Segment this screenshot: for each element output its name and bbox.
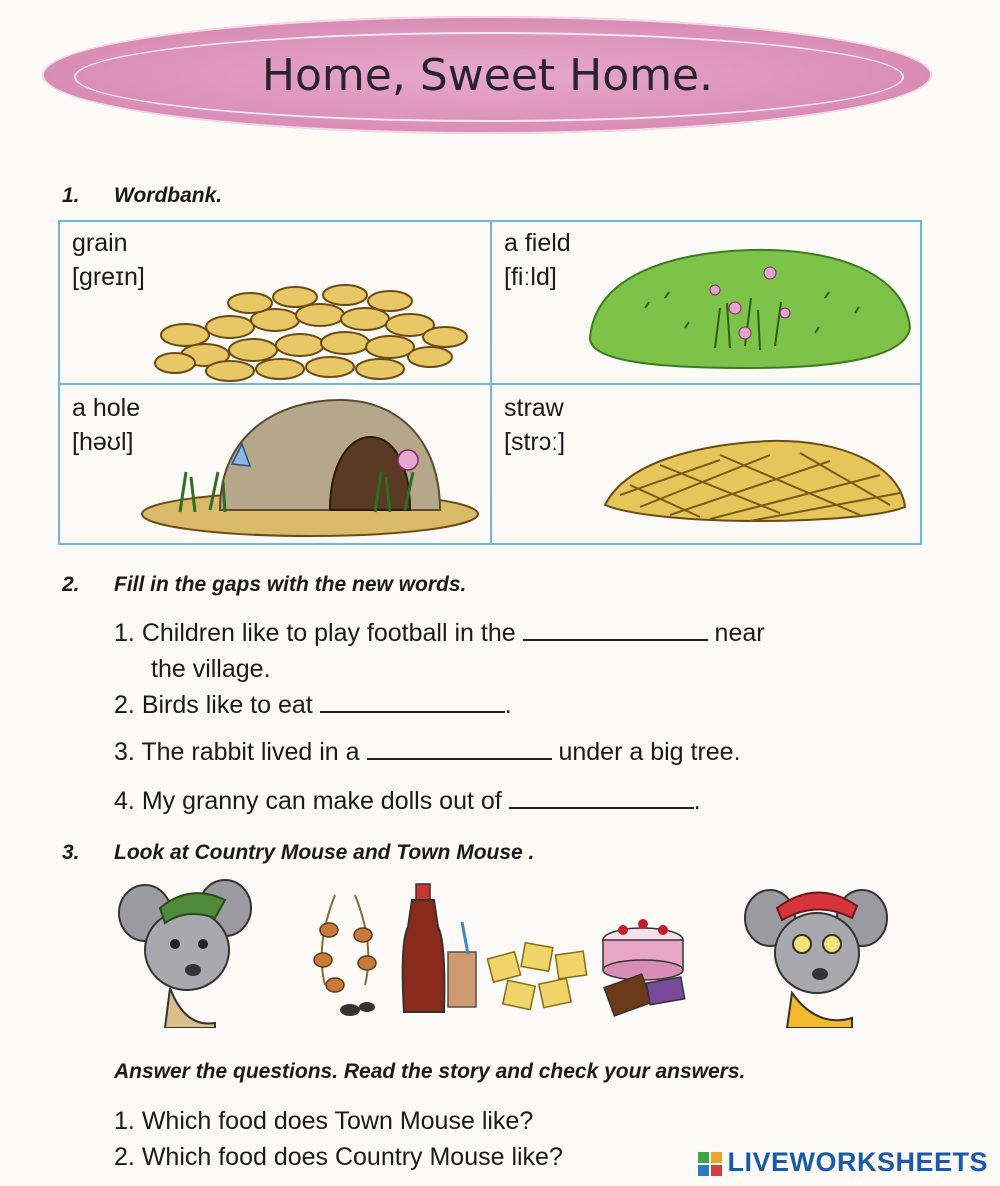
sentence-text: The rabbit lived in a	[141, 738, 360, 766]
section3-instruction: Answer the questions. Read the story and check your answers.	[114, 1060, 746, 1083]
town-mouse-illustration	[742, 878, 892, 1028]
word-field: a field	[504, 229, 571, 257]
question-1	[114, 1104, 533, 1138]
sentence-1-continuation: the village.	[151, 655, 271, 683]
section1-heading: Wordbank.	[114, 184, 223, 207]
phonetic-straw: [strɔː]	[504, 428, 566, 456]
question-number: 1.	[114, 1107, 135, 1135]
section3-number: 3.	[62, 841, 80, 864]
sentence-number: 2.	[114, 691, 135, 719]
question-text: Which food does Town Mouse like?	[141, 1107, 534, 1135]
straw-illustration	[600, 425, 912, 530]
question-text: Which food does Country Mouse like?	[141, 1143, 563, 1171]
page-title: Home, Sweet Home.	[261, 50, 714, 101]
grain-illustration	[145, 275, 475, 385]
country-mouse-illustration	[115, 878, 265, 1028]
sentence-text: Birds like to eat	[141, 691, 313, 719]
cola-bottle-illustration	[398, 882, 483, 1022]
liveworksheets-watermark	[697, 1147, 988, 1178]
watermark-text: LIVEWORKSHEETS	[727, 1147, 988, 1177]
mushroom-garland-illustration	[305, 885, 385, 1020]
sentence-text: Children like to play football in the	[141, 619, 516, 647]
sentence-4	[114, 784, 701, 818]
sentence-text: My granny can make dolls out of	[141, 787, 502, 815]
crackers-illustration	[485, 935, 600, 1020]
answer-gap[interactable]	[509, 785, 694, 809]
section2-heading: Fill in the gaps with the new words.	[114, 573, 467, 596]
answer-gap[interactable]	[523, 617, 708, 641]
sentence-text: .	[693, 787, 701, 815]
sentence-text: near	[714, 619, 765, 647]
section3-heading: Look at Country Mouse and Town Mouse .	[114, 841, 535, 864]
liveworksheets-logo-icon	[697, 1151, 723, 1177]
answer-gap[interactable]	[320, 689, 505, 713]
phonetic-hole: [həʊl]	[72, 428, 134, 456]
cake-and-chocolate-illustration	[593, 890, 708, 1020]
sentence-2	[114, 688, 512, 722]
question-number: 2.	[114, 1143, 135, 1171]
word-hole: a hole	[72, 394, 141, 422]
section1-number: 1.	[62, 184, 80, 207]
question-2	[114, 1140, 563, 1174]
sentence-text: .	[504, 691, 512, 719]
phonetic-field: [fiːld]	[504, 263, 557, 291]
sentence-1	[114, 616, 765, 650]
sentence-text: under a big tree.	[558, 738, 741, 766]
sentence-number: 4.	[114, 787, 135, 815]
phonetic-grain: [greɪn]	[72, 263, 145, 291]
word-straw: straw	[504, 394, 564, 422]
hole-illustration	[140, 392, 480, 537]
field-illustration	[585, 228, 915, 378]
section2-number: 2.	[62, 573, 80, 596]
sentence-3	[114, 735, 741, 769]
word-grain: grain	[72, 229, 128, 257]
sentence-number: 3.	[114, 738, 135, 766]
answer-gap[interactable]	[367, 736, 552, 760]
sentence-number: 1.	[114, 619, 135, 647]
